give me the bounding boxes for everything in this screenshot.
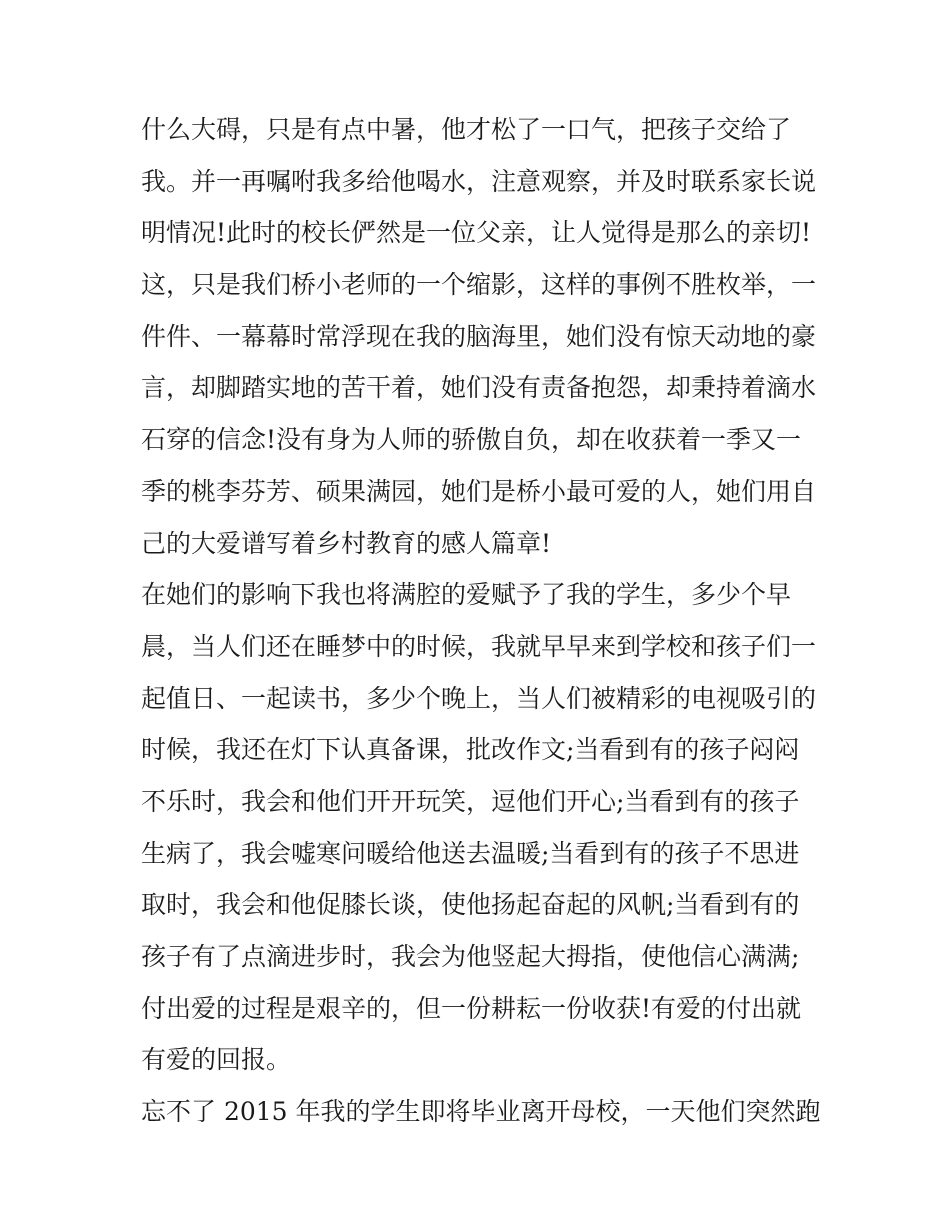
text-line-3: 明情况!此时的校长俨然是一位父亲，让人觉得是那么的亲切! [141, 218, 812, 248]
text-line-7: 石穿的信念!没有身为人师的骄傲自负，却在收获着一季又一 [141, 425, 802, 455]
text-line-17: 孩子有了点滴进步时，我会为他竖起大拇指，使他信心满满; [141, 942, 800, 971]
text-line-19: 有爱的回报。 [141, 1045, 292, 1075]
text-line-2: 我。并一再嘱咐我多给他喝水，注意观察，并及时联系家长说 [141, 166, 817, 196]
text-line-18: 付出爱的过程是艰辛的，但一份耕耘一份收获!有爱的付出就 [141, 993, 802, 1023]
text-line-16: 取时，我会和他促膝长谈，使他扬起奋起的风帆;当看到有的 [141, 890, 800, 920]
text-line-1: 什么大碍，只是有点中暑，他才松了一口气，把孩子交给了 [141, 115, 792, 144]
text-line-8: 季的桃李芬芳、硕果满园，她们是桥小最可爱的人，她们用自 [141, 476, 817, 506]
text-line-9: 己的大爱谱写着乡村教育的感人篇章! [141, 528, 552, 558]
text-line-20: 忘不了 2015 年我的学生即将毕业离开母校，一天他们突然跑 [141, 1097, 821, 1127]
text-line-14: 不乐时，我会和他们开开玩笑，逗他们开心;当看到有的孩子 [141, 786, 800, 816]
text-line-4: 这，只是我们桥小老师的一个缩影，这样的事例不胜枚举，一 [141, 270, 817, 300]
body-text [141, 104, 821, 1138]
text-line-13: 时候，我还在灯下认真备课，批改作文;当看到有的孩子闷闷 [141, 735, 800, 765]
text-line-6: 言，却脚踏实地的苦干着，她们没有责备抱怨，却秉持着滴水 [141, 373, 817, 403]
text-line-10: 在她们的影响下我也将满腔的爱赋予了我的学生，多少个早 [141, 580, 792, 610]
text-line-5: 件件、一幕幕时常浮现在我的脑海里，她们没有惊天动地的豪 [141, 321, 817, 351]
text-line-15: 生病了，我会嘘寒问暖给他送去温暖;当看到有的孩子不思进 [141, 838, 800, 868]
text-line-12: 起值日、一起读书，多少个晚上，当人们被精彩的电视吸引的 [141, 683, 817, 713]
text-line-11: 晨，当人们还在睡梦中的时候，我就早早来到学校和孩子们一 [141, 631, 817, 661]
